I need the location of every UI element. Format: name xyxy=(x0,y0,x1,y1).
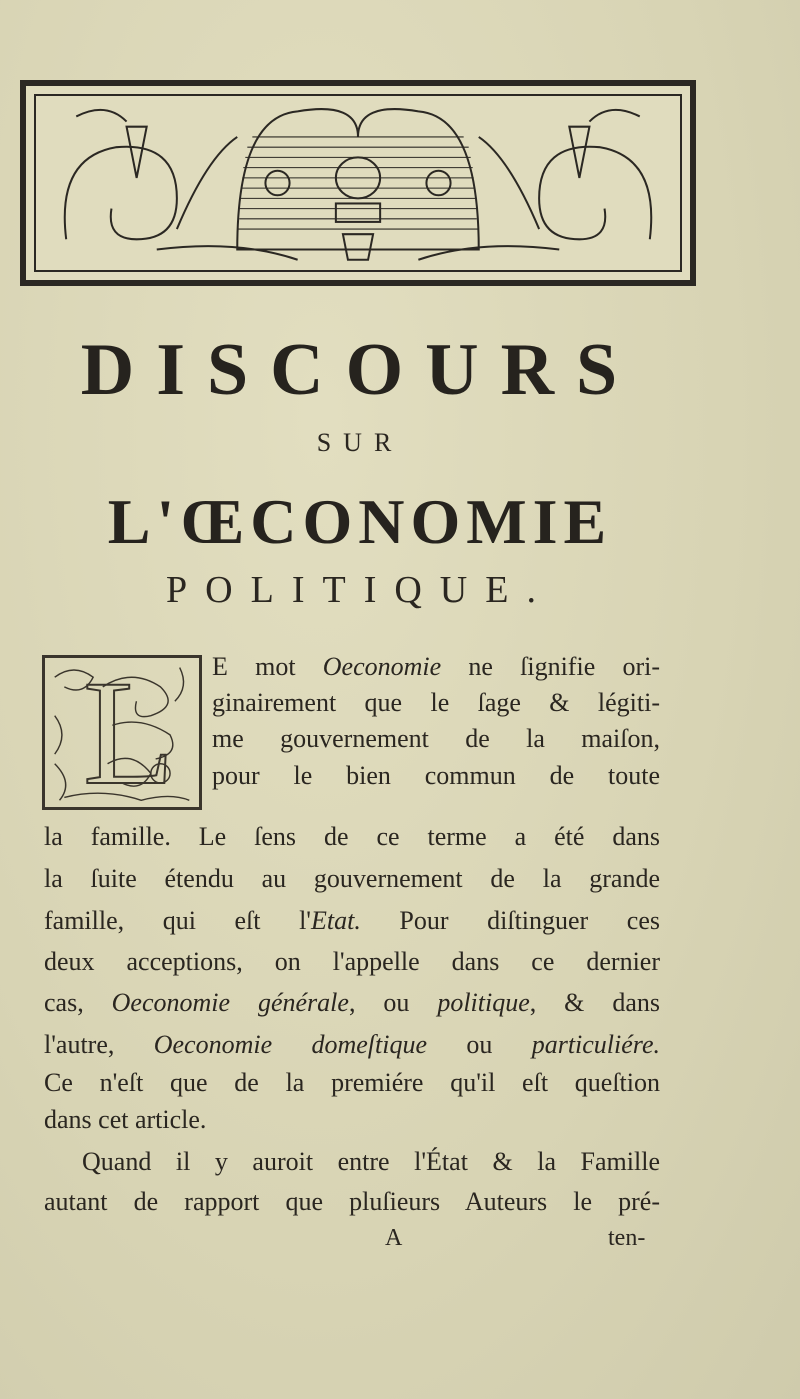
body-line xyxy=(44,822,660,852)
title-oeconomie: L'ŒCONOMIE xyxy=(107,486,613,557)
title-politique: POLITIQUE. xyxy=(166,569,554,611)
body-line xyxy=(44,1068,660,1098)
text-run: famille, qui eſt l' xyxy=(44,906,311,935)
body-line xyxy=(212,688,660,718)
italic-text: Oeconomie générale xyxy=(111,988,349,1017)
italic-text: Oeconomie xyxy=(322,652,442,681)
body-line xyxy=(44,1030,660,1060)
text-run: E mot xyxy=(212,652,323,681)
title-discours: DISCOURS xyxy=(80,329,640,411)
text-run: Ce n'eſt que de la premiére qu'il eſt queſtion xyxy=(44,1068,660,1097)
text-run: cas, xyxy=(44,988,112,1017)
text-run: l'autre, xyxy=(44,1030,154,1059)
text-run: ginairement que le ſage & légiti- xyxy=(212,688,660,717)
text-run: Quand il y auroit entre l'État & la Famille xyxy=(82,1147,660,1176)
italic-text: politique xyxy=(437,988,530,1017)
body-line xyxy=(44,947,660,977)
body-line xyxy=(212,761,660,791)
body-line xyxy=(44,1187,660,1217)
text-run: ne ſignifie ori- xyxy=(441,652,660,681)
text-run: pour le bien commun de toute xyxy=(212,761,660,790)
text-run: , & dans xyxy=(529,988,661,1017)
text-run: Pour diſtinguer ces xyxy=(360,906,660,935)
text-run: autant de rapport que pluſieurs Auteurs le pré- xyxy=(44,1187,660,1216)
text-run: la ſuite étendu au gouvernement de la grande xyxy=(44,864,660,893)
title-sur: SUR xyxy=(316,428,404,457)
dropcap-letter: L xyxy=(83,650,175,816)
body-line xyxy=(44,864,660,894)
text-run: dans cet article. xyxy=(44,1105,207,1134)
body-line xyxy=(44,988,660,1018)
italic-text: particuliére. xyxy=(531,1030,660,1059)
ornamental-headpiece xyxy=(20,80,696,286)
italic-text: Oeconomie domeſtique xyxy=(153,1030,427,1059)
catchword: ten- xyxy=(608,1225,646,1251)
text-run: deux acceptions, on l'appelle dans ce dernier xyxy=(44,947,660,976)
body-line xyxy=(44,906,660,936)
italic-text: Etat. xyxy=(311,906,361,935)
body-line xyxy=(44,1105,660,1135)
body-line xyxy=(82,1147,660,1177)
headpiece-ornament-icon xyxy=(36,96,680,270)
body-line xyxy=(212,724,660,754)
signature-mark: A xyxy=(385,1225,403,1251)
text-run: ou xyxy=(427,1030,532,1059)
ornamental-dropcap xyxy=(42,650,202,816)
text-run: la famille. Le ſens de ce terme a été dans xyxy=(44,822,660,851)
body-line xyxy=(212,652,660,682)
text-run: me gouvernement de la maiſon, xyxy=(212,724,660,753)
text-run: , ou xyxy=(348,988,438,1017)
